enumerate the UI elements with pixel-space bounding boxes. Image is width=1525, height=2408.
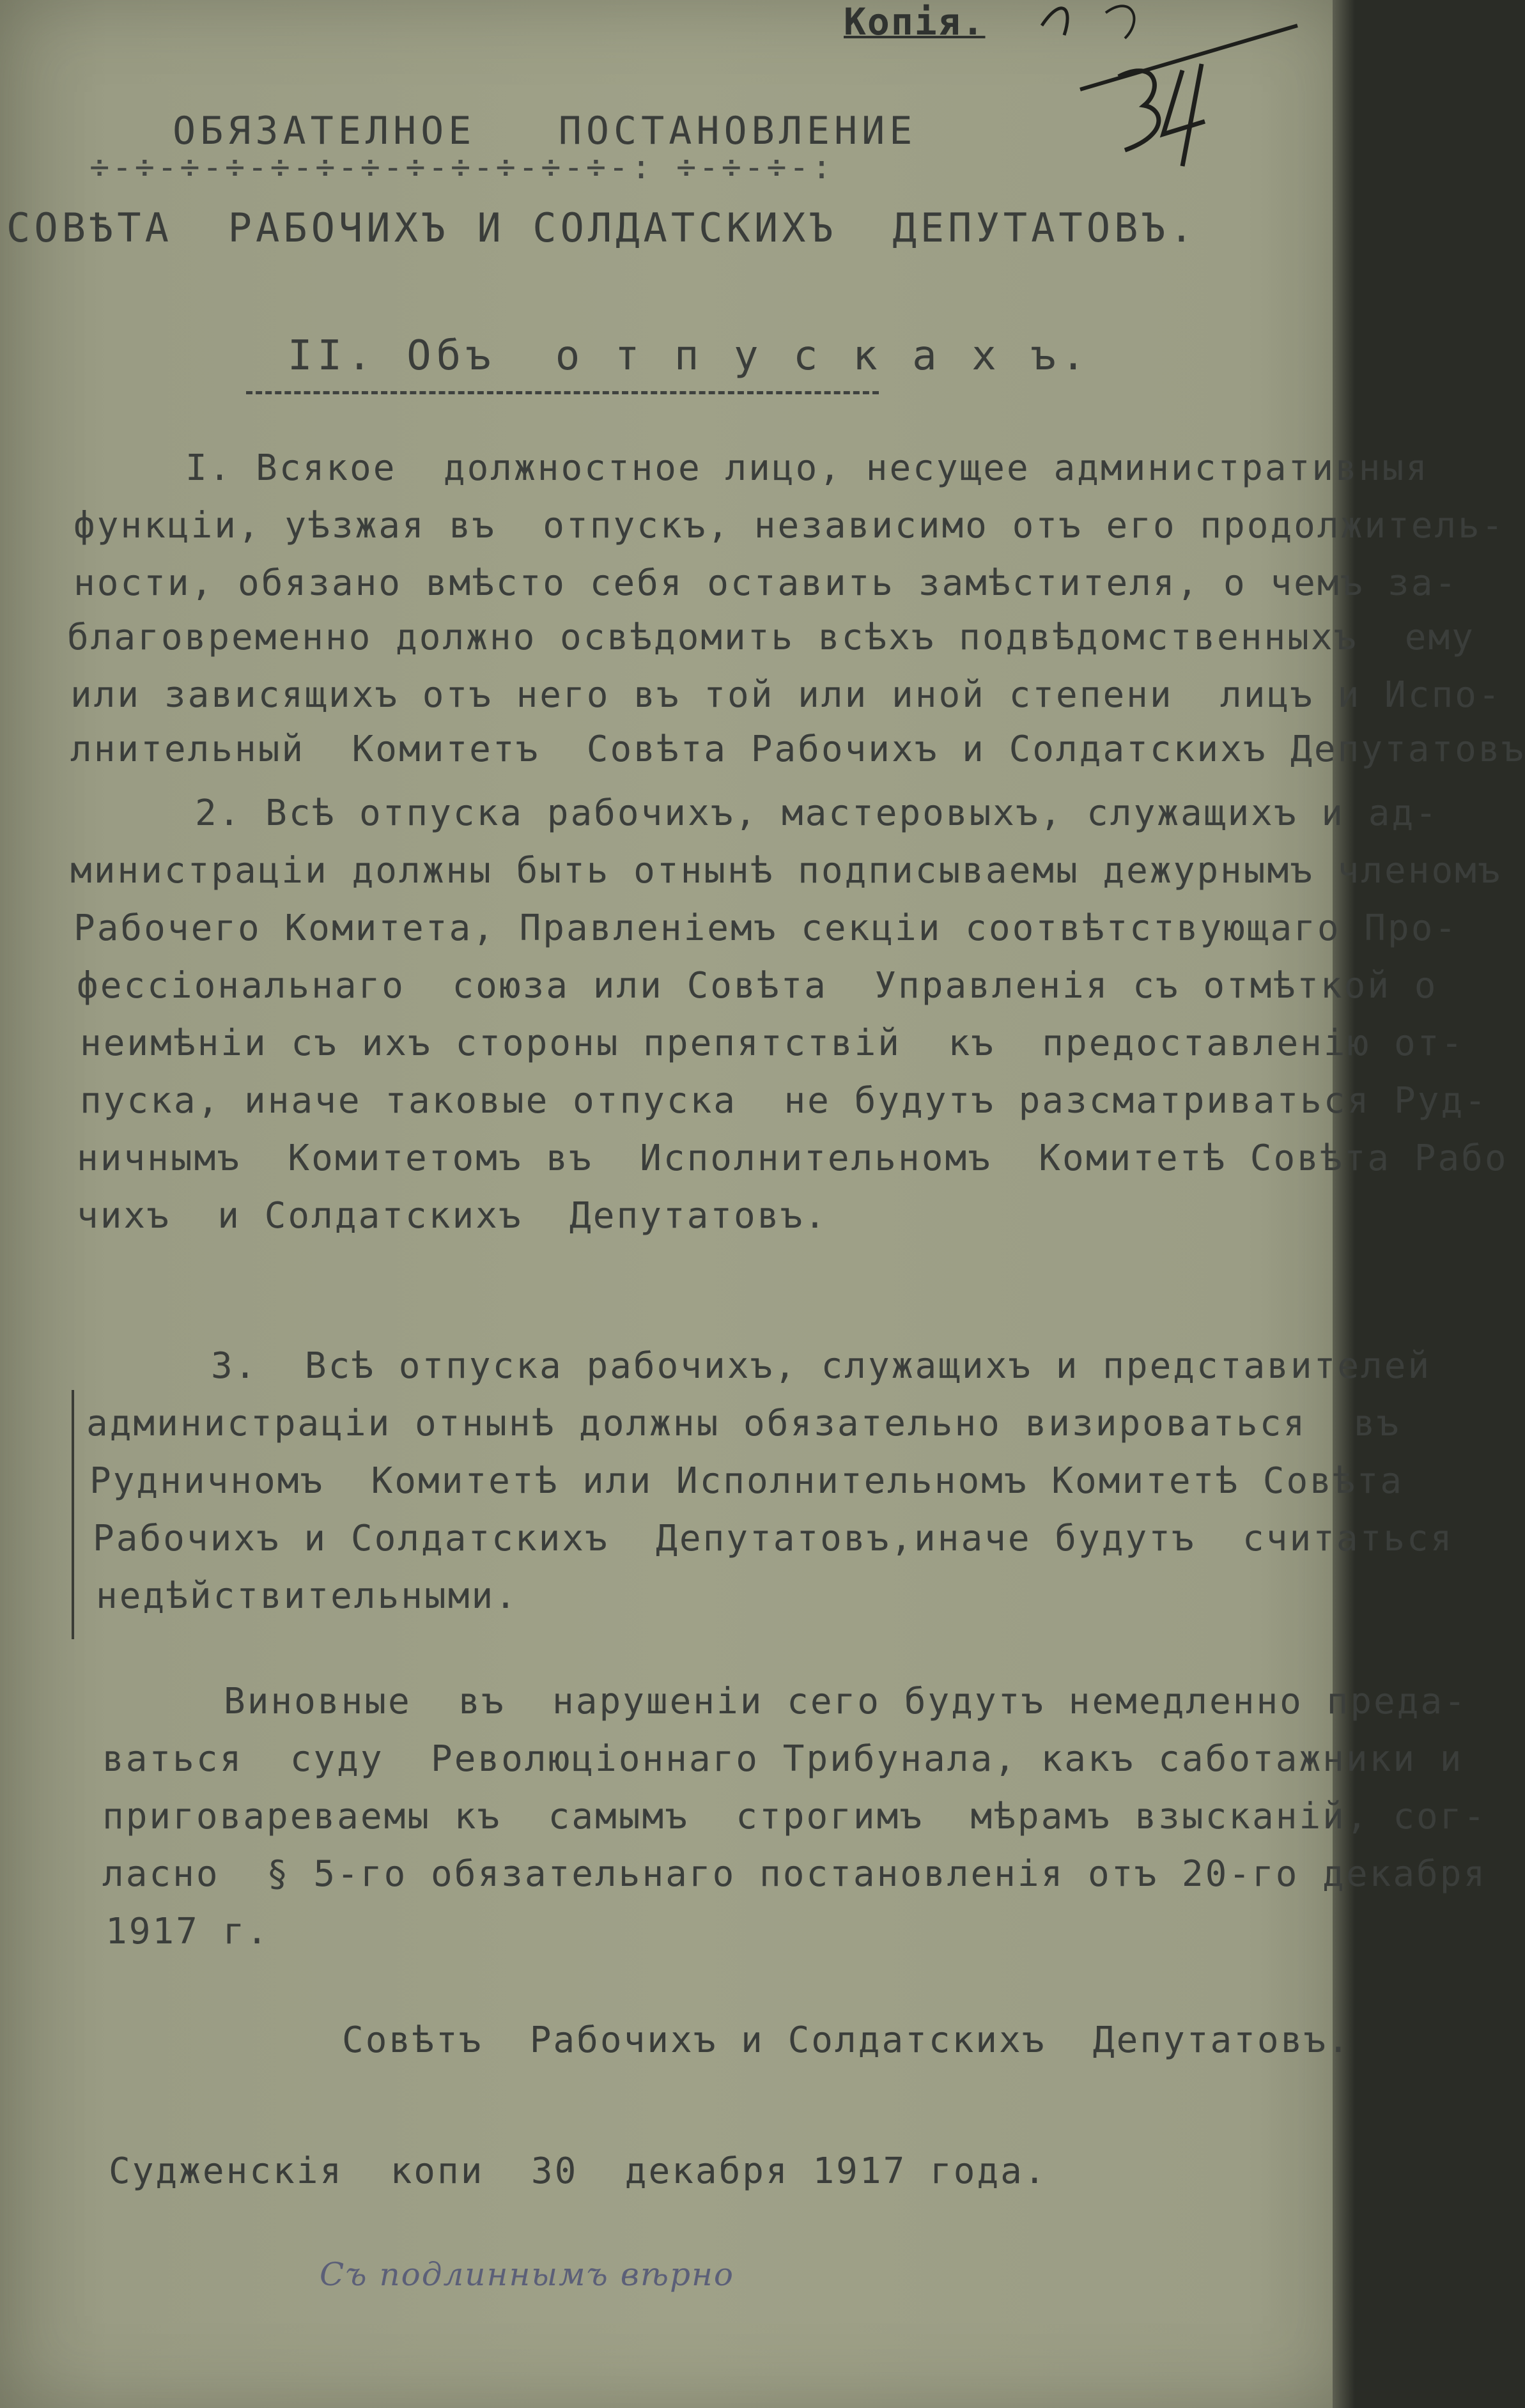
- body-line: неимѣніи съ ихъ стороны препятствій къ предоставленію от-: [80, 1023, 1465, 1064]
- body-line: лнительный Комитетъ Совѣта Рабочихъ и Солдатскихъ Депутатовъ: [70, 729, 1525, 770]
- signature-line: Совѣтъ Рабочихъ и Солдатскихъ Депутатовъ.: [342, 2019, 1351, 2061]
- body-line: администраціи отнынѣ должны обязательно визироваться въ: [86, 1403, 1401, 1444]
- body-line: ности, обязано вмѣсто себя оставить замѣстителя, о чемъ за-: [74, 562, 1459, 604]
- handwritten-archive-number: [1035, 0, 1304, 192]
- svg-text:34: 34: [1202, 33, 1218, 48]
- certification-stamp: Съ подлиннымъ вѣрно: [320, 2256, 735, 2293]
- body-line: Виновные въ нарушеніи сего будутъ немедленно преда-: [224, 1681, 1467, 1722]
- body-line: пуска, иначе таковые отпуска не будутъ разсматриваться Руд-: [80, 1080, 1488, 1122]
- document-title-line1: ОБЯЗАТЕЛНОЕ ПОСТАНОВЛЕНИЕ: [173, 109, 917, 153]
- body-line: функціи, уѣзжая въ отпускъ, независимо отъ его продолжитель-: [74, 505, 1505, 546]
- body-line: ваться суду Революціоннаго Трибунала, какъ саботажники и: [102, 1738, 1464, 1780]
- body-line: Рабочего Комитета, Правленіемъ секціи соотвѣтствующаго Про-: [74, 907, 1459, 949]
- margin-pen-mark: [72, 1390, 74, 1639]
- copy-label: Копія.: [844, 0, 986, 43]
- body-line: благовременно должно освѣдомить всѣхъ подвѣдомственныхъ ему: [67, 617, 1475, 658]
- body-line: чихъ и Солдатскихъ Депутатовъ.: [77, 1195, 828, 1237]
- body-line: ласно § 5-го обязательнаго постановленія отъ 20-го декабря: [102, 1853, 1487, 1895]
- section-title: II. Объ о т п у с к а х ъ.: [288, 332, 1091, 380]
- body-line: I. Всякое должностное лицо, несущее административныя: [185, 447, 1429, 489]
- document-title-line2: СОВѢТА РАБОЧИХЪ И СОЛДАТСКИХЪ ДЕПУТАТОВЪ.: [6, 205, 1198, 251]
- body-line: министраціи должны быть отнынѣ подписываемы дежурнымъ членомъ: [70, 850, 1502, 891]
- body-line: или зависящихъ отъ него въ той или иной степени лицъ и Испо-: [70, 674, 1502, 716]
- body-line: фессіональнаго союза или Совѣта Управленія съ отмѣткой о: [77, 965, 1438, 1007]
- place-and-date: Судженскія копи 30 декабря 1917 года.: [109, 2150, 1048, 2192]
- title-dotted-divider: ÷-÷-÷-÷-÷-÷-÷-÷-÷-÷-÷-÷-: ÷-÷-÷-:: [89, 148, 835, 187]
- body-line: 2. Всѣ отпуска рабочихъ, мастеровыхъ, служащихъ и ад-: [195, 792, 1439, 834]
- body-line: 1917 г.: [105, 1911, 270, 1952]
- body-line: ничнымъ Комитетомъ въ Исполнительномъ Комитетѣ Совѣта Рабо: [77, 1138, 1508, 1179]
- body-line: Рудничномъ Комитетѣ или Исполнительномъ Комитетѣ Совѣта: [89, 1460, 1404, 1502]
- body-line: недѣйствительными.: [96, 1575, 518, 1617]
- body-line: приговареваемы къ самымъ строгимъ мѣрамъ взысканій, сог-: [102, 1796, 1487, 1837]
- body-line: Рабочихъ и Солдатскихъ Депутатовъ,иначе будутъ считаться: [93, 1518, 1454, 1559]
- section-title-underline: [246, 391, 879, 394]
- body-line: 3. Всѣ отпуска рабочихъ, служащихъ и представителей: [211, 1345, 1432, 1387]
